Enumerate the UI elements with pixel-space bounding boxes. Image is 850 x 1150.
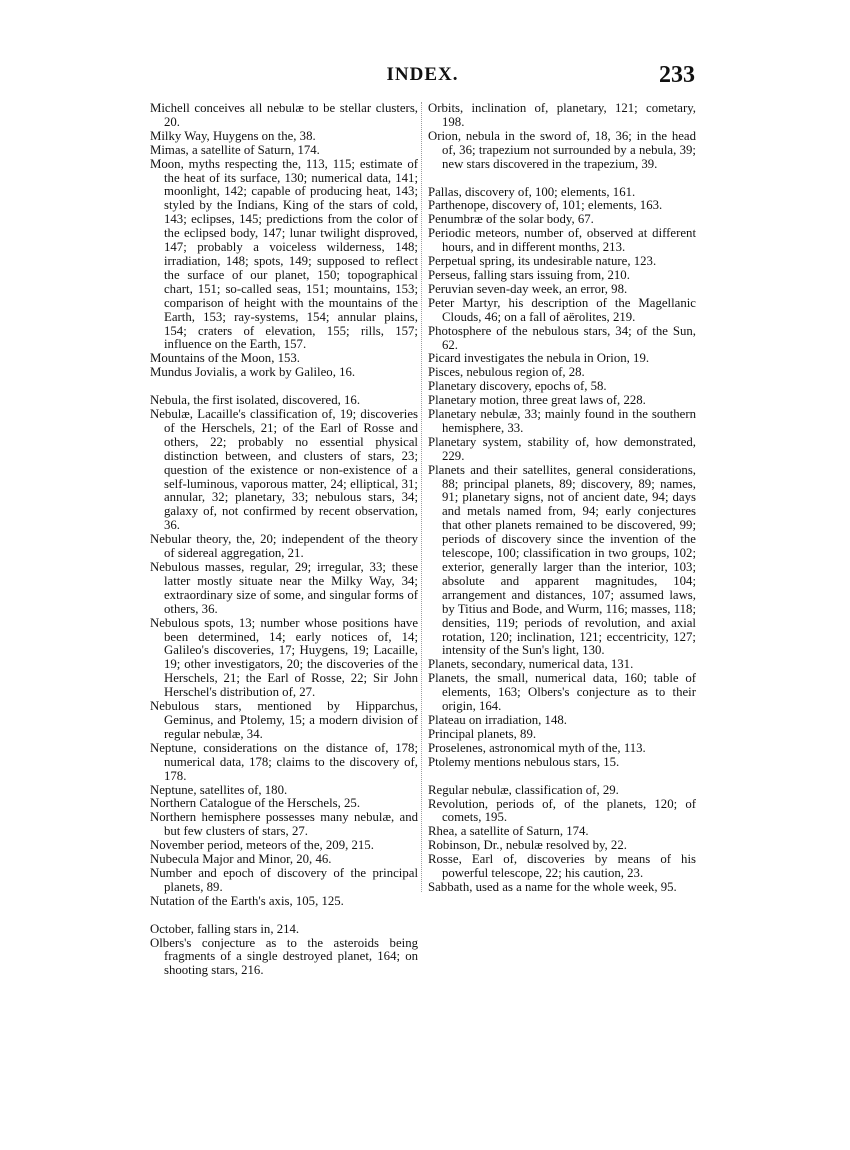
- index-entry: Planetary system, stability of, how demonstrated, 229.: [428, 434, 696, 463]
- left-index-column: [150, 102, 418, 978]
- index-entry: Nebular theory, the, 20; independent of the theory of sidereal aggregation, 21.: [150, 532, 418, 561]
- index-entry: October, falling stars in, 214.: [150, 921, 300, 936]
- index-entry: Orion, nebula in the sword of, 18, 36; in the head of, 36; trapezium not surrounded by a nebula, 39; new stars discovered in the trapezium, 39.: [428, 128, 696, 171]
- index-entry: Olbers's conjecture as to the asteroids being fragments of a single destroyed planet, 164; on shooting stars, 216.: [150, 935, 418, 978]
- index-entry: Regular nebulæ, classification of, 29.: [428, 782, 619, 797]
- column-divider: [421, 102, 423, 892]
- index-entry: Mimas, a satellite of Saturn, 174.: [150, 142, 320, 157]
- index-entry: Planetary motion, three great laws of, 228.: [428, 393, 646, 408]
- index-entry: Milky Way, Huygens on the, 38.: [150, 128, 316, 143]
- index-entry: Rhea, a satellite of Saturn, 174.: [428, 824, 589, 839]
- index-entry: Photosphere of the nebulous stars, 34; of the Sun, 62.: [428, 323, 696, 352]
- index-entry: Peter Martyr, his description of the Magellanic Clouds, 46; on a fall of aërolites, 219.: [428, 295, 696, 324]
- index-entry: Northern Catalogue of the Herschels, 25.: [150, 796, 361, 811]
- right-index-column: [428, 102, 696, 895]
- index-entry: Robinson, Dr., nebulæ resolved by, 22.: [428, 838, 627, 853]
- index-entry: Parthenope, discovery of, 101; elements, 163.: [428, 198, 663, 213]
- index-entry: Mountains of the Moon, 153.: [150, 351, 301, 366]
- index-entry: Planetary nebulæ, 33; mainly found in the southern hemisphere, 33.: [428, 407, 696, 435]
- index-entry: Planetary discovery, epochs of, 58.: [428, 379, 607, 394]
- index-entry: Pisces, nebulous region of, 28.: [428, 365, 585, 380]
- index-entry: Nebulous stars, mentioned by Hipparchus, Geminus, and Ptolemy, 15; a modern division of regular nebulæ, 34.: [150, 699, 418, 741]
- index-entry: Planets and their satellites, general considerations, 88; principal planets, 89; discovery, 89; names, 91; planetary signs, not of ancient date, 94; days and metals named from, 94; early conjectures that other planets remained to be discovered, 99; periods of discovery since the invention of the telescope, 100; classification in two groups, 102; exterior, generally larger than the interior, 103; absolute and apparent magnitudes, 104; arrangement and distances, 107; assumed laws, by Titius and Bode, and Wurm, 116; masses, 118; densities, 119; periods of revolution, and axial rotation, 120; inclination, 121; eccentricity, 127; intensity of the Sun's light, 130.: [428, 462, 696, 658]
- index-entry: Picard investigates the nebula in Orion, 19.: [428, 351, 650, 366]
- index-entry: Nebulous masses, regular, 29; irregular, 33; these latter mostly situate near the Milky Way, 34; extraordinary size of some, and singular forms of others, 36.: [150, 560, 418, 616]
- index-entry: Ptolemy mentions nebulous stars, 15.: [428, 754, 620, 769]
- index-entry: Moon, myths respecting the, 113, 115; estimate of the heat of its surface, 130; numerical data, 141; moonlight, 142; capable of producing heat, 143; styled by the Indians, King of the stars of cold, 143; eclipses, 145; predictions from the color of the eclipsed body, 147; lunar twilight disproved, 147; probably a voiceless wilderness, 148; irradiation, 148; spots, 149; supposed to reflect the surface of our planet, 150; topographical chart, 151; so-called seas, 151; mountains, 153; comparison of height with the mountains of the Earth, 153; ray-systems, 154; annular plains, 154; craters of elevation, 155; rills, 157; influence on the Earth, 157.: [150, 156, 418, 352]
- index-entry: Rosse, Earl of, discoveries by means of his powerful telescope, 22; his caution, 23.: [428, 852, 696, 881]
- running-title: INDEX.: [386, 64, 459, 85]
- index-entry: Principal planets, 89.: [428, 726, 537, 741]
- index-entry: Nebula, the first isolated, discovered, 16.: [150, 393, 361, 408]
- index-entry: Nebulæ, Lacaille's classification of, 19; discoveries of the Herschels, 21; of the Earl of Rosse and others, 22; probably no essential physical distinction between, and clusters of stars, 23; question of the existence or non-existence of a self-luminous, vaporous matter, 24; elliptical, 31; annular, 32; planetary, 33; nebulous stars, 34; galaxy of, not confirmed by recent observation, 36.: [150, 407, 418, 533]
- page-header: [150, 62, 695, 92]
- index-entry: Perpetual spring, its undesirable nature, 123.: [428, 254, 657, 269]
- index-entry: Northern hemisphere possesses many nebulæ, and but few clusters of stars, 27.: [150, 810, 418, 839]
- index-entry: Revolution, periods of, of the planets, 120; of comets, 195.: [428, 796, 696, 825]
- index-entry: Mundus Jovialis, a work by Galileo, 16.: [150, 365, 356, 380]
- index-entry: Penumbræ of the solar body, 67.: [428, 212, 594, 227]
- index-entry: Orbits, inclination of, planetary, 121; cometary, 198.: [428, 101, 696, 129]
- index-entry: Nebulous spots, 13; number whose positions have been determined, 14; early notices of, 14; Galileo's discoveries, 17; Huygens, 19; Lacaille, 19; other investigators, 20; the discoveries of the Herschels, 21; the Earl of Rosse, 22; Sir John Herschel's distribution of, 27.: [150, 615, 418, 700]
- index-entry: Planets, secondary, numerical data, 131.: [428, 657, 634, 672]
- index-entry: Neptune, considerations on the distance of, 178; numerical data, 178; claims to the discovery of, 178.: [150, 740, 418, 783]
- index-entry: Perseus, falling stars issuing from, 210.: [428, 267, 630, 282]
- index-entry: Plateau on irradiation, 148.: [428, 712, 567, 727]
- index-entry: Nutation of the Earth's axis, 105, 125.: [150, 893, 344, 908]
- index-entry: Nubecula Major and Minor, 20, 46.: [150, 852, 332, 867]
- index-entry: Proselenes, astronomical myth of the, 113.: [428, 740, 646, 755]
- page-number: 233: [659, 62, 695, 88]
- index-entry: Planets, the small, numerical data, 160; table of elements, 163; Olbers's conjecture as to their origin, 164.: [428, 671, 696, 714]
- index-entry: Number and epoch of discovery of the principal planets, 89.: [150, 865, 418, 894]
- index-entry: Periodic meteors, number of, observed at different hours, and in different months, 213.: [428, 226, 696, 255]
- index-entry: Neptune, satellites of, 180.: [150, 782, 288, 797]
- index-entry: Michell conceives all nebulæ to be stellar clusters, 20.: [150, 101, 418, 129]
- index-entry: Peruvian seven-day week, an error, 98.: [428, 281, 628, 296]
- index-entry: Pallas, discovery of, 100; elements, 161.: [428, 184, 636, 199]
- index-entry: November period, meteors of the, 209, 215.: [150, 838, 374, 853]
- index-entry: Sabbath, used as a name for the whole week, 95.: [428, 879, 677, 894]
